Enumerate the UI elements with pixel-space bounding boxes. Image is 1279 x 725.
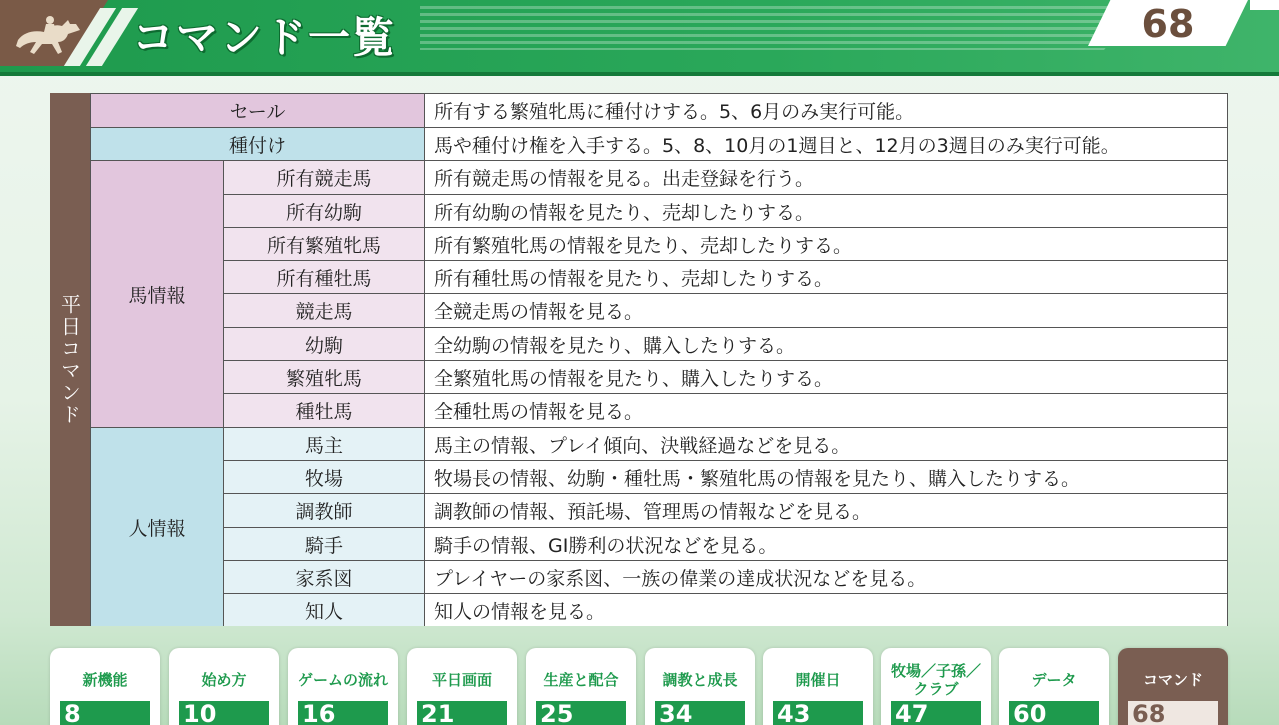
tab-race-day[interactable]: 開催日 43 [763,648,873,725]
command-description: 馬や種付け権を入手する。5、8、10月の1週目と、12月の3週目のみ実行可能。 [424,127,1228,160]
group-people-info: 人情報 [90,427,223,626]
page-number: 68 [1141,2,1195,46]
command-foals: 幼駒 [223,327,424,360]
command-description: 全競走馬の情報を見る。 [424,293,1228,327]
command-description: 馬主の情報、プレイ傾向、決戦経過などを見る。 [424,427,1228,460]
tab-weekday-screen[interactable]: 平日画面 21 [407,648,517,725]
command-acquaintances: 知人 [223,593,424,626]
tab-game-flow[interactable]: ゲームの流れ 16 [288,648,398,725]
command-family-tree: 家系図 [223,560,424,593]
command-owned-stallions: 所有種牡馬 [223,260,424,293]
command-racehorses: 競走馬 [223,293,424,327]
group-horse-info: 馬情報 [90,160,223,427]
tab-training[interactable]: 調教と成長 34 [645,648,755,725]
command-description: 所有する繁殖牝馬に種付けする。5、6月のみ実行可能。 [424,93,1228,127]
command-description: 所有種牡馬の情報を見たり、売却したりする。 [424,260,1228,293]
command-description: 所有繁殖牝馬の情報を見たり、売却したりする。 [424,227,1228,260]
command-trainers: 調教師 [223,493,424,527]
tab-breeding[interactable]: 生産と配合 25 [526,648,636,725]
command-owned-broodmares: 所有繁殖牝馬 [223,227,424,260]
tab-commands[interactable]: コマンド 68 [1118,648,1228,725]
command-description: 所有幼駒の情報を見たり、売却したりする。 [424,194,1228,227]
command-description: 牧場長の情報、幼駒・種牡馬・繁殖牝馬の情報を見たり、購入したりする。 [424,460,1228,493]
command-description: 所有競走馬の情報を見る。出走登録を行う。 [424,160,1228,194]
command-owned-foals: 所有幼駒 [223,194,424,227]
command-description: 調教師の情報、預託場、管理馬の情報などを見る。 [424,493,1228,527]
command-owners: 馬主 [223,427,424,460]
command-owned-racehorses: 所有競走馬 [223,160,424,194]
tab-getting-started[interactable]: 始め方 10 [169,648,279,725]
command-farms: 牧場 [223,460,424,493]
command-breeding: 種付け [90,127,424,160]
command-description: 全種牡馬の情報を見る。 [424,393,1228,427]
command-stallions: 種牡馬 [223,393,424,427]
command-description: 全繁殖牝馬の情報を見たり、購入したりする。 [424,360,1228,393]
command-table [50,93,1228,626]
tab-farm-club[interactable]: 牧場／子孫／クラブ 47 [881,648,991,725]
command-description: 騎手の情報、GⅠ勝利の状況などを見る。 [424,527,1228,560]
command-description: 全幼駒の情報を見たり、購入したりする。 [424,327,1228,360]
command-broodmares: 繁殖牝馬 [223,360,424,393]
weekday-command-label: 平日コマンド [50,93,90,626]
tab-data[interactable]: データ 60 [999,648,1109,725]
tab-new-features[interactable]: 新機能 8 [50,648,160,725]
command-jockeys: 騎手 [223,527,424,560]
header-corner [1250,0,1279,10]
command-sale: セール [90,93,424,127]
command-description: プレイヤーの家系図、一族の偉業の達成状況などを見る。 [424,560,1228,593]
page-title: コマンド一覧 [132,13,397,62]
command-description: 知人の情報を見る。 [424,593,1228,626]
header-stripes [420,6,1140,50]
